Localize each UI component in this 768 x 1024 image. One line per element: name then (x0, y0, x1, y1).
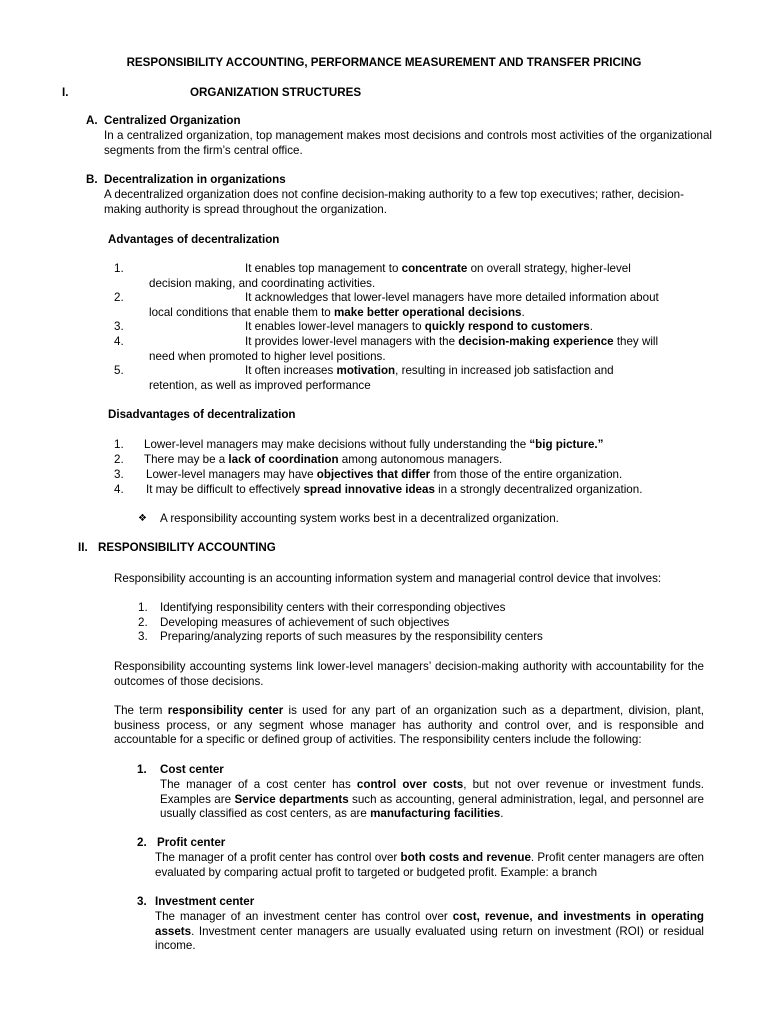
advantages-heading: Advantages of decentralization (108, 233, 280, 246)
steps-list (138, 601, 698, 645)
list-item: 5. It often increases motivation, resulting in increased job satisfaction and retention, as well as improved performance (114, 364, 614, 392)
subsection-a-heading: Centralized Organization (104, 114, 241, 127)
investment-center-number: 3. (137, 895, 147, 908)
list-item: 2. There may be a lack of coordination among autonomous managers. (114, 453, 503, 466)
list-item: 4. It may be difficult to effectively spread innovative ideas in a strongly decentralized organization. (114, 483, 643, 496)
section-2-number: II. (78, 541, 88, 554)
section-2-para-accountability: Responsibility accounting systems link lower-level managers’ decision-making authority with accountability for the outcomes of those decisions. (114, 660, 704, 688)
cost-center-text: The manager of a cost center has control over costs, but not over revenue or investment funds. Examples are Service departments such as accounting, general administration, legal, and personnel are usually classified as cost centers, as are manufacturing facilities. (160, 778, 704, 821)
subsection-b-label: B. (86, 173, 98, 186)
profit-center-heading: Profit center (157, 836, 226, 849)
section-2-intro: Responsibility accounting is an accounting information system and managerial control device that involves: (114, 572, 662, 585)
list-item: 3. Preparing/analyzing reports of such measures by the responsibility centers (138, 630, 543, 644)
subsection-a-text: In a centralized organization, top management makes most decisions and controls most activities of the organizational segments from the firm’s central office. (104, 129, 712, 157)
investment-center-heading: Investment center (155, 895, 255, 908)
section-1-number: I. (62, 86, 69, 99)
cost-center-heading: Cost center (160, 763, 224, 776)
list-item: 3. It enables lower-level managers to quickly respond to customers. (114, 320, 593, 333)
list-item: 2. It acknowledges that lower-level managers have more detailed information about local conditions that enable them to make better operational decisions. (114, 291, 659, 319)
decentralization-note: A responsibility accounting system works best in a decentralized organization. (160, 512, 559, 525)
subsection-b-text: A decentralized organization does not confine decision-making authority to a few top executives; rather, decision-making authority is spread throughout the organization. (104, 188, 684, 216)
list-item: 3. Lower-level managers may have objectives that differ from those of the entire organization. (114, 468, 623, 481)
list-item: 1. Lower-level managers may make decisions without fully understanding the “big picture.” (114, 438, 604, 451)
list-item: 4. It provides lower-level managers with the decision-making experience they will need when promoted to higher level positions. (114, 335, 659, 363)
section-2-heading: RESPONSIBILITY ACCOUNTING (98, 541, 276, 554)
cost-center-number: 1. (137, 763, 147, 776)
disadvantages-list (114, 438, 714, 498)
section-2-para-responsibility-center: The term responsibility center is used for any part of an organization such as a department, division, plant, business process, or any segment whose manager has authority and control over, and is responsible and accountable for a specific or defined group of activities. The responsibility centers include the following: (114, 704, 704, 747)
advantages-list (114, 262, 706, 393)
profit-center-number: 2. (137, 836, 147, 849)
list-item: 1. It enables top management to concentrate on overall strategy, higher-level decision making, and coordinating activities. (114, 262, 631, 290)
section-1-heading: ORGANIZATION STRUCTURES (190, 86, 362, 99)
list-item: 2. Developing measures of achievement of such objectives (138, 615, 450, 629)
list-item: 1. Identifying responsibility centers with their corresponding objectives (138, 601, 506, 614)
subsection-a-label: A. (86, 114, 98, 127)
diamond-bullet-icon: ❖ (138, 513, 147, 524)
investment-center-text: The manager of an investment center has control over cost, revenue, and investments in operating assets. Investment center managers are usually evaluated using return on investment (ROI) or residual income. (155, 910, 704, 953)
document-title: RESPONSIBILITY ACCOUNTING, PERFORMANCE MEASUREMENT AND TRANSFER PRICING (126, 56, 642, 69)
disadvantages-heading: Disadvantages of decentralization (108, 408, 296, 421)
profit-center-text: The manager of a profit center has control over both costs and revenue. Profit center managers are often evaluated by comparing actual profit to targeted or budgeted profit. Example: a branch (155, 851, 704, 879)
subsection-b-heading: Decentralization in organizations (104, 173, 286, 186)
